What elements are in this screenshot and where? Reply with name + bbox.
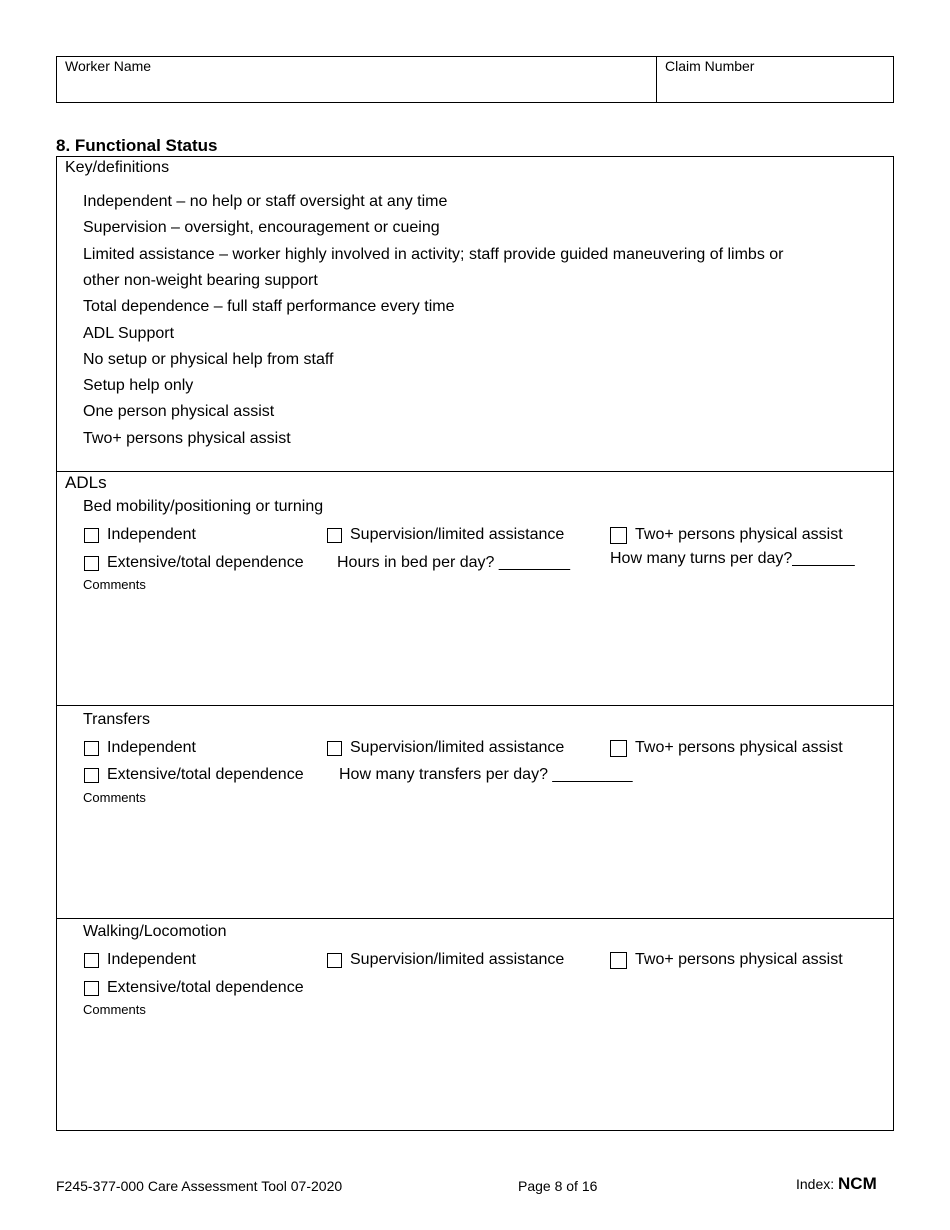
- transfers-supervision-label: Supervision/limited assistance: [350, 739, 565, 756]
- bed-supervision-label: Supervision/limited assistance: [350, 526, 565, 543]
- transfers-comments-label: Comments: [83, 790, 146, 805]
- walking-two-plus-option[interactable]: [610, 950, 843, 970]
- worker-name-field[interactable]: [58, 76, 654, 100]
- footer-index: [796, 1175, 877, 1193]
- hours-in-bed-question[interactable]: Hours in bed per day? ________: [337, 554, 571, 571]
- bed-independent-label: Independent: [107, 526, 196, 543]
- transfers-title: Transfers: [83, 711, 150, 728]
- definition-line: ADL Support: [83, 325, 175, 342]
- transfers-extensive-checkbox[interactable]: [84, 768, 99, 783]
- transfers-supervision-option[interactable]: [327, 738, 564, 758]
- definition-line: Supervision – oversight, encouragement or cueing: [83, 219, 440, 236]
- bed-supervision-checkbox[interactable]: [327, 528, 342, 543]
- bed-independent-option[interactable]: [84, 525, 196, 545]
- turns-per-day-question[interactable]: How many turns per day?_______: [610, 550, 855, 567]
- definition-line: Setup help only: [83, 377, 194, 394]
- definition-line: One person physical assist: [83, 403, 275, 420]
- walking-independent-label: Independent: [107, 951, 196, 968]
- key-definitions-label: Key/definitions: [65, 159, 170, 176]
- definition-line: Independent – no help or staff oversight at any time: [83, 193, 448, 210]
- footer-index-value: NCM: [838, 1174, 877, 1193]
- claim-number-label: Claim Number: [665, 58, 755, 74]
- divider-transfers-walking: [56, 918, 894, 919]
- bed-two-plus-label: Two+ persons physical assist: [635, 526, 843, 543]
- walking-two-plus-label: Two+ persons physical assist: [635, 951, 843, 968]
- walking-comments-field[interactable]: [58, 1020, 892, 1128]
- walking-independent-option[interactable]: [84, 950, 196, 970]
- walking-independent-checkbox[interactable]: [84, 953, 99, 968]
- transfers-two-plus-label: Two+ persons physical assist: [635, 739, 843, 756]
- walking-extensive-label: Extensive/total dependence: [107, 979, 304, 996]
- walking-extensive-checkbox[interactable]: [84, 981, 99, 996]
- divider-key-adls: [56, 471, 894, 472]
- definition-line: No setup or physical help from staff: [83, 351, 334, 368]
- section-title: 8. Functional Status: [56, 136, 218, 155]
- transfers-independent-option[interactable]: [84, 738, 196, 758]
- bed-independent-checkbox[interactable]: [84, 528, 99, 543]
- adls-label: ADLs: [65, 473, 107, 492]
- header-divider: [656, 56, 657, 103]
- walking-supervision-label: Supervision/limited assistance: [350, 951, 565, 968]
- bed-two-plus-option[interactable]: [610, 525, 843, 545]
- transfers-two-plus-option[interactable]: [610, 738, 843, 758]
- walking-two-plus-checkbox[interactable]: [610, 952, 627, 969]
- definition-line: Two+ persons physical assist: [83, 430, 291, 447]
- bed-extensive-label: Extensive/total dependence: [107, 554, 304, 571]
- definition-line: Limited assistance – worker highly involved in activity; staff provide guided maneuvering of limbs or: [83, 246, 784, 263]
- claim-number-field[interactable]: [659, 76, 891, 100]
- transfers-two-plus-checkbox[interactable]: [610, 740, 627, 757]
- footer-form-id: F245-377-000 Care Assessment Tool 07-2020: [56, 1178, 343, 1194]
- bed-comments-label: Comments: [83, 577, 146, 592]
- walking-title: Walking/Locomotion: [83, 923, 227, 940]
- bed-comments-field[interactable]: [58, 596, 892, 702]
- footer-page-number: Page 8 of 16: [518, 1178, 598, 1194]
- worker-name-label: Worker Name: [65, 58, 152, 74]
- definition-line: Total dependence – full staff performance every time: [83, 298, 455, 315]
- transfers-extensive-option[interactable]: [84, 765, 304, 785]
- walking-supervision-option[interactable]: [327, 950, 564, 970]
- definition-line: other non-weight bearing support: [83, 272, 318, 289]
- divider-bed-transfers: [56, 705, 894, 706]
- transfers-independent-checkbox[interactable]: [84, 741, 99, 756]
- bed-extensive-option[interactable]: [84, 553, 304, 573]
- bed-supervision-option[interactable]: [327, 525, 564, 545]
- bed-two-plus-checkbox[interactable]: [610, 527, 627, 544]
- transfers-per-day-question[interactable]: How many transfers per day? _________: [339, 766, 633, 783]
- bed-extensive-checkbox[interactable]: [84, 556, 99, 571]
- transfers-extensive-label: Extensive/total dependence: [107, 766, 304, 783]
- walking-comments-label: Comments: [83, 1002, 146, 1017]
- bed-mobility-title: Bed mobility/positioning or turning: [83, 498, 324, 515]
- transfers-supervision-checkbox[interactable]: [327, 741, 342, 756]
- transfers-independent-label: Independent: [107, 739, 196, 756]
- walking-supervision-checkbox[interactable]: [327, 953, 342, 968]
- walking-extensive-option[interactable]: [84, 978, 304, 998]
- footer-index-label: Index:: [796, 1176, 839, 1192]
- transfers-comments-field[interactable]: [58, 808, 892, 916]
